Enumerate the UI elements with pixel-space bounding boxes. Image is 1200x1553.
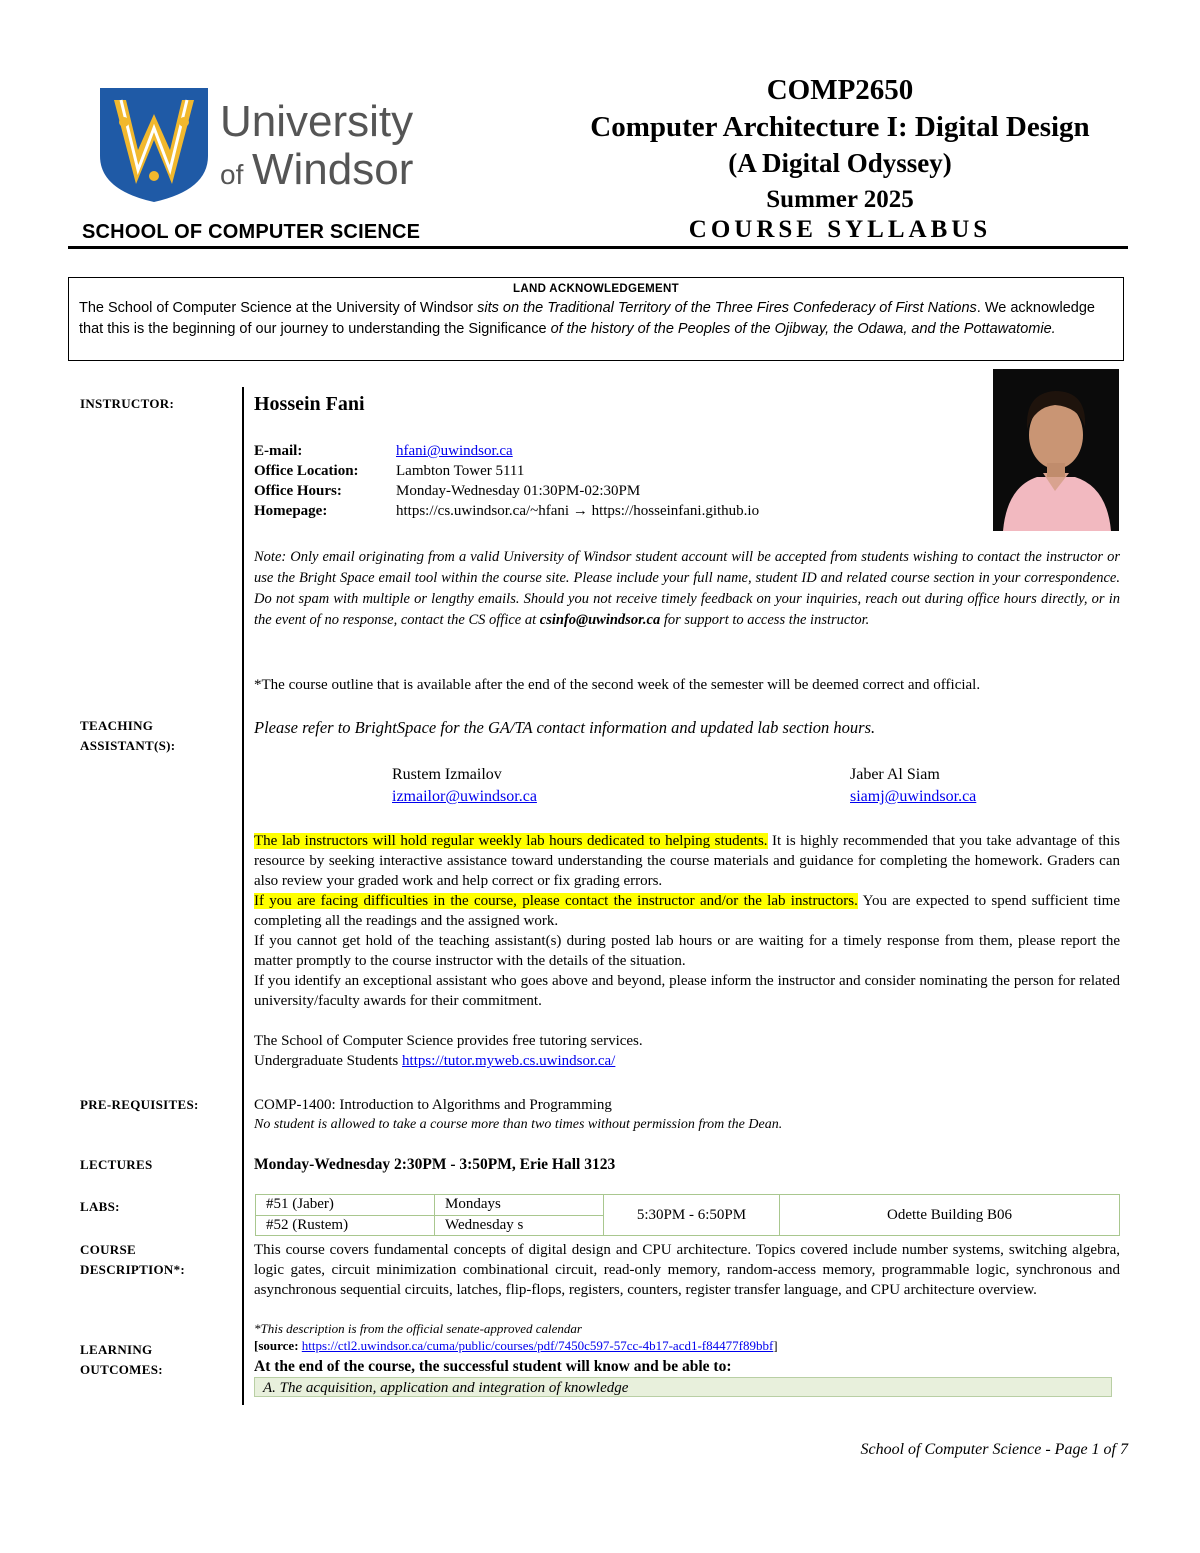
course-subtitle: (A Digital Odyssey) <box>728 148 952 178</box>
header-rule <box>68 246 1128 249</box>
page-footer: School of Computer Science - Page 1 of 7 <box>860 1441 1128 1458</box>
ta-1-name: Rustem Izmailov <box>392 766 502 783</box>
course-code: COMP2650 <box>766 74 914 106</box>
doc-type: COURSE SYLLABUS <box>688 216 992 243</box>
table-row <box>256 1195 1120 1216</box>
hours-row: Office Hours: Monday-Wednesday 01:30PM-02:30PM <box>254 483 641 499</box>
outcomes-intro: At the end of the course, the successful student will know and be able to: <box>254 1358 732 1375</box>
lab-schedule-table <box>255 1194 1120 1236</box>
lecture-times: Monday-Wednesday 2:30PM - 3:50PM, Erie Hall 3123 <box>254 1156 616 1173</box>
lab-section: #51 (Jaber) <box>256 1195 435 1216</box>
homepage-row: Homepage: https://cs.uwindsor.ca/~hfani → https://hosseinfani.github.io <box>254 503 760 519</box>
lab-section: #52 (Rustem) <box>256 1215 435 1236</box>
term: Summer 2025 <box>766 186 914 213</box>
course-description: This course covers fundamental concepts of digital design and CPU architecture. Topics covered include number systems, switching algebra, logic gates, circuit minimization combinational circuit, read-only memory, random-access memory, programmable logic, synchronous and asynchronous sequential circuits, latches, flip-flops, registers, counters, register transfer language, and CPU architecture overview. <box>254 1242 1120 1298</box>
prereq-course: COMP-1400: Introduction to Algorithms and Programming <box>254 1097 612 1113</box>
label-ta: TEACHING ASSISTANT(S): <box>80 718 176 753</box>
ta-para-3: If you cannot get hold of the teaching assistant(s) during posted lab hours or are waiting for a timely response from them, please report the matter promptly to the course instructor with the details of the situation. <box>254 933 1120 969</box>
email-row: E-mail: hfani@uwindsor.ca <box>254 443 513 459</box>
tutoring-row: Undergraduate Students https://tutor.myweb.cs.uwindsor.ca/ <box>254 1053 616 1069</box>
content-divider <box>242 387 244 1405</box>
lab-day: Mondays <box>435 1195 604 1216</box>
ta-1 <box>392 764 537 808</box>
label-description: COURSE DESCRIPTION*: <box>80 1242 186 1277</box>
homepage-link[interactable]: https://cs.uwindsor.ca/~hfani → https://hosseinfani.github.io <box>396 503 760 519</box>
ta-para-4: If you identify an exceptional assistant who goes above and beyond, please inform the instructor and consider nominating the person for related university/faculty awards for their commitment. <box>254 973 1120 1009</box>
svg-text:University: University <box>220 97 414 146</box>
land-ack-heading: LAND ACKNOWLEDGEMENT <box>513 283 679 295</box>
lab-room: Odette Building B06 <box>780 1195 1120 1236</box>
description-note: *This description is from the official senate-approved calendar <box>254 1321 582 1336</box>
land-acknowledgement <box>68 277 1124 361</box>
course-name: Computer Architecture I: Digital Design <box>590 111 1090 143</box>
prereq-note: No student is allowed to take a course more than two times without permission from the Dean. <box>254 1117 783 1132</box>
office-row: Office Location: Lambton Tower 5111 <box>254 463 525 479</box>
school-name: SCHOOL OF COMPUTER SCIENCE <box>82 221 421 243</box>
instructor-photo <box>993 369 1119 531</box>
instructor-contact-note: Note: Only email originating from a valid University of Windsor student account will be accepted from students wishing to contact the instructor or use the Bright Space email tool within the course site. Please include your full name, student ID and related course section in your correspondence. Do not spam with multiple or lengthy emails. Should you not receive timely feedback on your inquiries, reach out during office hours directly, or in the event of no response, contact the CS office at csinfo@uwindsor.ca for support to access the instructor. <box>254 549 1120 628</box>
land-ack-text: The School of Computer Science at the University of Windsor sits on the Traditional Territory of the Three Fires Confederacy of First Nations. We acknowledge that this is the beginning of our journey to understanding the Significance of the history of the Peoples of the Ojibway, the Odawa, and the Pottawatomie. <box>79 300 1095 337</box>
ta-para-2: If you are facing difficulties in the course, please contact the instructor and/or the lab instructors. You are expected to spend sufficient time completing all the readings and the assigned work. <box>254 893 1120 929</box>
label-labs: LABS: <box>80 1199 120 1214</box>
ta-refer-note: Please refer to BrightSpace for the GA/TA contact information and updated lab section hours. <box>254 718 876 737</box>
label-prereq: PRE-REQUISITES: <box>80 1097 199 1112</box>
tutoring-link[interactable]: https://tutor.myweb.cs.uwindsor.ca/ <box>402 1053 616 1069</box>
label-lectures: LECTURES <box>80 1157 153 1172</box>
ta-1-email-link[interactable]: izmailor@uwindsor.ca <box>392 788 537 805</box>
label-instructor: INSTRUCTOR: <box>80 396 175 411</box>
calendar-source-link[interactable]: https://ctl2.uwindsor.ca/cuma/public/courses/pdf/7450c597-57cc-4b17-acd1-f84477f89bbf <box>301 1338 774 1353</box>
description-source: [source: https://ctl2.uwindsor.ca/cuma/public/courses/pdf/7450c597-57cc-4b17-acd1-f84477f89bbf] <box>254 1338 778 1353</box>
outcome-a: A. The acquisition, application and integration of knowledge <box>254 1377 1112 1397</box>
instructor-name: Hossein Fani <box>254 393 365 415</box>
lab-time: 5:30PM - 6:50PM <box>604 1195 780 1236</box>
lab-day: Wednesday s <box>435 1215 604 1236</box>
ta-2-email-link[interactable]: siamj@uwindsor.ca <box>850 788 977 805</box>
ta-2-name: Jaber Al Siam <box>850 766 940 783</box>
ta-paragraphs <box>254 831 1120 1071</box>
university-logo <box>96 84 426 204</box>
ta-2 <box>850 764 976 808</box>
ta-para-1: The lab instructors will hold regular weekly lab hours dedicated to helping students. It is highly recommended that you take advantage of this resource by seeking interactive assistance toward understanding the course materials and guidance for completing the homework. Graders can also review your graded work and help correct or fix grading errors. <box>254 833 1120 889</box>
label-outcomes: LEARNING OUTCOMES: <box>80 1342 163 1377</box>
tutoring-note: The School of Computer Science provides free tutoring services. <box>254 1033 643 1049</box>
instructor-email-link[interactable]: hfani@uwindsor.ca <box>396 443 513 459</box>
svg-text:Windsor: Windsor <box>252 145 414 194</box>
outline-note: *The course outline that is available after the end of the second week of the semester will be deemed correct and official. <box>254 677 981 693</box>
csinfo-email[interactable]: csinfo@uwindsor.ca <box>539 612 661 628</box>
svg-text:of: of <box>220 159 244 190</box>
